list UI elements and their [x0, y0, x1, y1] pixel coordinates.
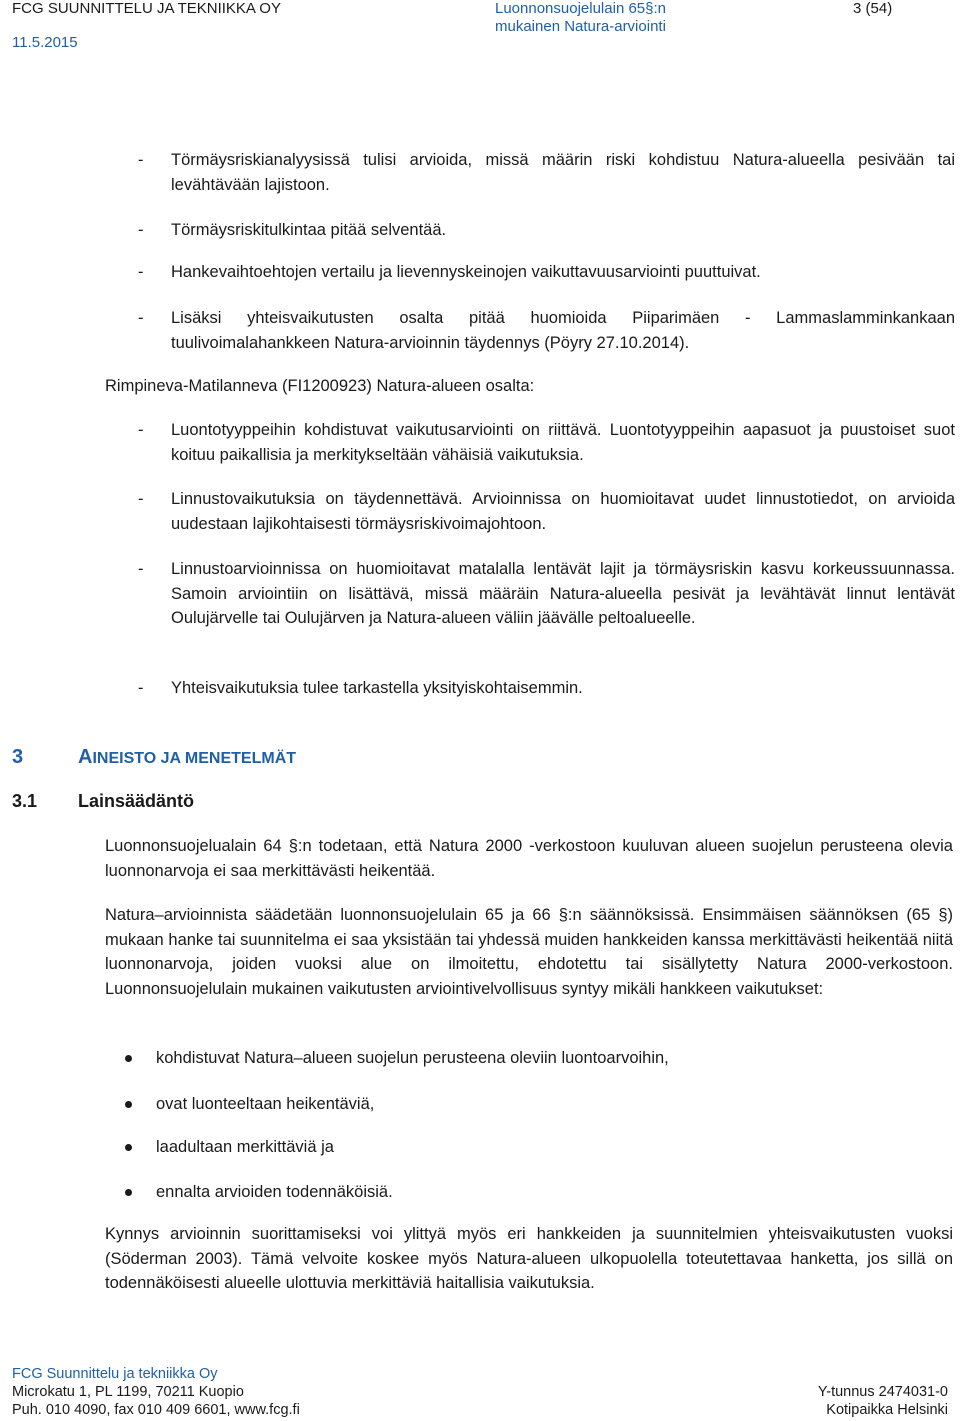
header-title-line2: mukainen Natura-arviointi: [495, 18, 666, 35]
bullet-text: kohdistuvat Natura–alueen suojelun perusteena oleviin luontoarvoihin,: [156, 1049, 669, 1067]
list-item-text: Luontotyyppeihin kohdistuvat vaikutusarviointi on riittävä. Luontotyyppeihin aapasuot ja puustoiset suot koituu paikallisia ja merkitykseltään vähäisiä vaikutuksia.: [171, 421, 955, 464]
dash-marker: -: [138, 679, 144, 697]
section-title: [78, 746, 296, 769]
dash-marker: -: [138, 421, 144, 439]
list-item-text: Törmäysriskitulkintaa pitää selventää.: [171, 221, 447, 239]
closing-paragraph: Kynnys arvioinnin suorittamiseksi voi ylittyä myös eri hankkeiden ja suunnitelmien yhteisvaikutusten vuoksi (Söderman 2003). Tämä velvoite koskee myös Natura-alueen ulkopuolella toteutettavaa hanketta, jos sillä on todennäköisesti alueelle ulottuvia merkittäviä haitallisia vaikutuksia.: [105, 1225, 953, 1292]
footer-domicile: Kotipaikka Helsinki: [826, 1402, 948, 1418]
list-item-text: Törmäysriskianalyysissä tulisi arvioida, missä määrin riski kohdistuu Natura-alueella pesivään tai levähtävään lajistoon.: [171, 151, 955, 194]
header-company: FCG SUUNNITTELU JA TEKNIIKKA OY: [12, 0, 281, 17]
footer-contact: Puh. 010 4090, fax 010 409 6601, www.fcg.fi: [12, 1402, 300, 1418]
dash-marker: -: [138, 263, 144, 281]
bullet-text: laadultaan merkittäviä ja: [156, 1138, 334, 1156]
paragraph: Luonnonsuojelualain 64 §:n todetaan, että Natura 2000 -verkostoon kuuluvan alueen suojelun perusteena olevia luonnonarvoja ei saa merkittävästi heikentää.: [105, 837, 953, 880]
footer-business-id: Y-tunnus 2474031-0: [817, 1384, 948, 1400]
subsection-number: 3.1: [12, 791, 38, 811]
list-item-text: Hankevaihtoehtojen vertailu ja lievennyskeinojen vaikuttavuusarviointi puuttuivat.: [171, 263, 761, 281]
bullet-text: ovat luonteeltaan heikentäviä,: [156, 1095, 375, 1113]
dash-marker: -: [138, 221, 144, 239]
section-title-initial: A: [78, 746, 93, 768]
section-number: 3: [12, 746, 24, 768]
header-title-line1: Luonnonsuojelulain 65§:n: [495, 0, 666, 17]
bullet-dot: [125, 1101, 132, 1108]
list-item-text: Yhteisvaikutuksia tulee tarkastella yksityiskohtaisemmin.: [171, 679, 583, 697]
paragraph: Natura–arvioinnista säädetään luonnonsuojelulain 65 ja 66 §:n säännöksissä. Ensimmäisen säännöksen (65 §) mukaan hanke tai suunnitelma ei saa yksistään tai yhdessä muiden hankkeiden kanssa merkittävästi heikentää niitä luonnonarvoja, joiden vuoksi alue on ilmoitettu, ehdotettu tai sisällytetty Natura 2000-verkostoon. Luonnonsuojelulain mukainen vaikutusten arviointivelvollisuus syntyy mikäli hankkeen vaikutukset:: [105, 906, 953, 998]
dash-marker: -: [138, 490, 144, 508]
footer-company: FCG Suunnittelu ja tekniikka Oy: [12, 1366, 218, 1382]
dash-marker: -: [138, 151, 144, 169]
list-item-text: Lisäksi yhteisvaikutusten osalta pitää huomioida Piiparimäen - Lammaslamminkankaan tuulivoimalahankkeen Natura-arvioinnin täydennys (Pöyry 27.10.2014).: [171, 309, 955, 352]
bullet-dot: [125, 1055, 132, 1062]
intro-text: Rimpineva-Matilanneva (FI1200923) Natura-alueen osalta:: [105, 377, 535, 395]
footer-address: Microkatu 1, PL 1199, 70211 Kuopio: [12, 1384, 244, 1400]
subsection-title: Lainsäädäntö: [78, 791, 195, 811]
header-date: 11.5.2015: [12, 34, 78, 51]
page-number: 3 (54): [853, 0, 893, 17]
list-item-text: Linnustovaikutuksia on täydennettävä. Arvioinnissa on huomioitavat uudet linnustotiedot, on arvioida uudestaan lajikohtaisesti törmäysriskivoimajohtoon.: [171, 490, 955, 533]
bullet-dot: [125, 1189, 132, 1196]
bullet-text: ennalta arvioiden todennäköisiä.: [156, 1183, 393, 1201]
bullet-dot: [125, 1144, 132, 1151]
dash-marker: -: [138, 309, 144, 327]
dash-marker: -: [138, 560, 144, 578]
section-title-rest: INEISTO JA MENETELMÄT: [92, 750, 297, 767]
list-item-text: Linnustoarvioinnissa on huomioitavat matalalla lentävät lajit ja törmäysriskin kasvu korkeussuunnassa. Samoin arviointiin on lisättävä, missä määräin Natura-alueella pesivät ja levähtävät linnut lentävät Oulujärvelle tai Oulujärven ja Natura-alueen väliin jäävälle peltoalueelle.: [171, 560, 955, 627]
